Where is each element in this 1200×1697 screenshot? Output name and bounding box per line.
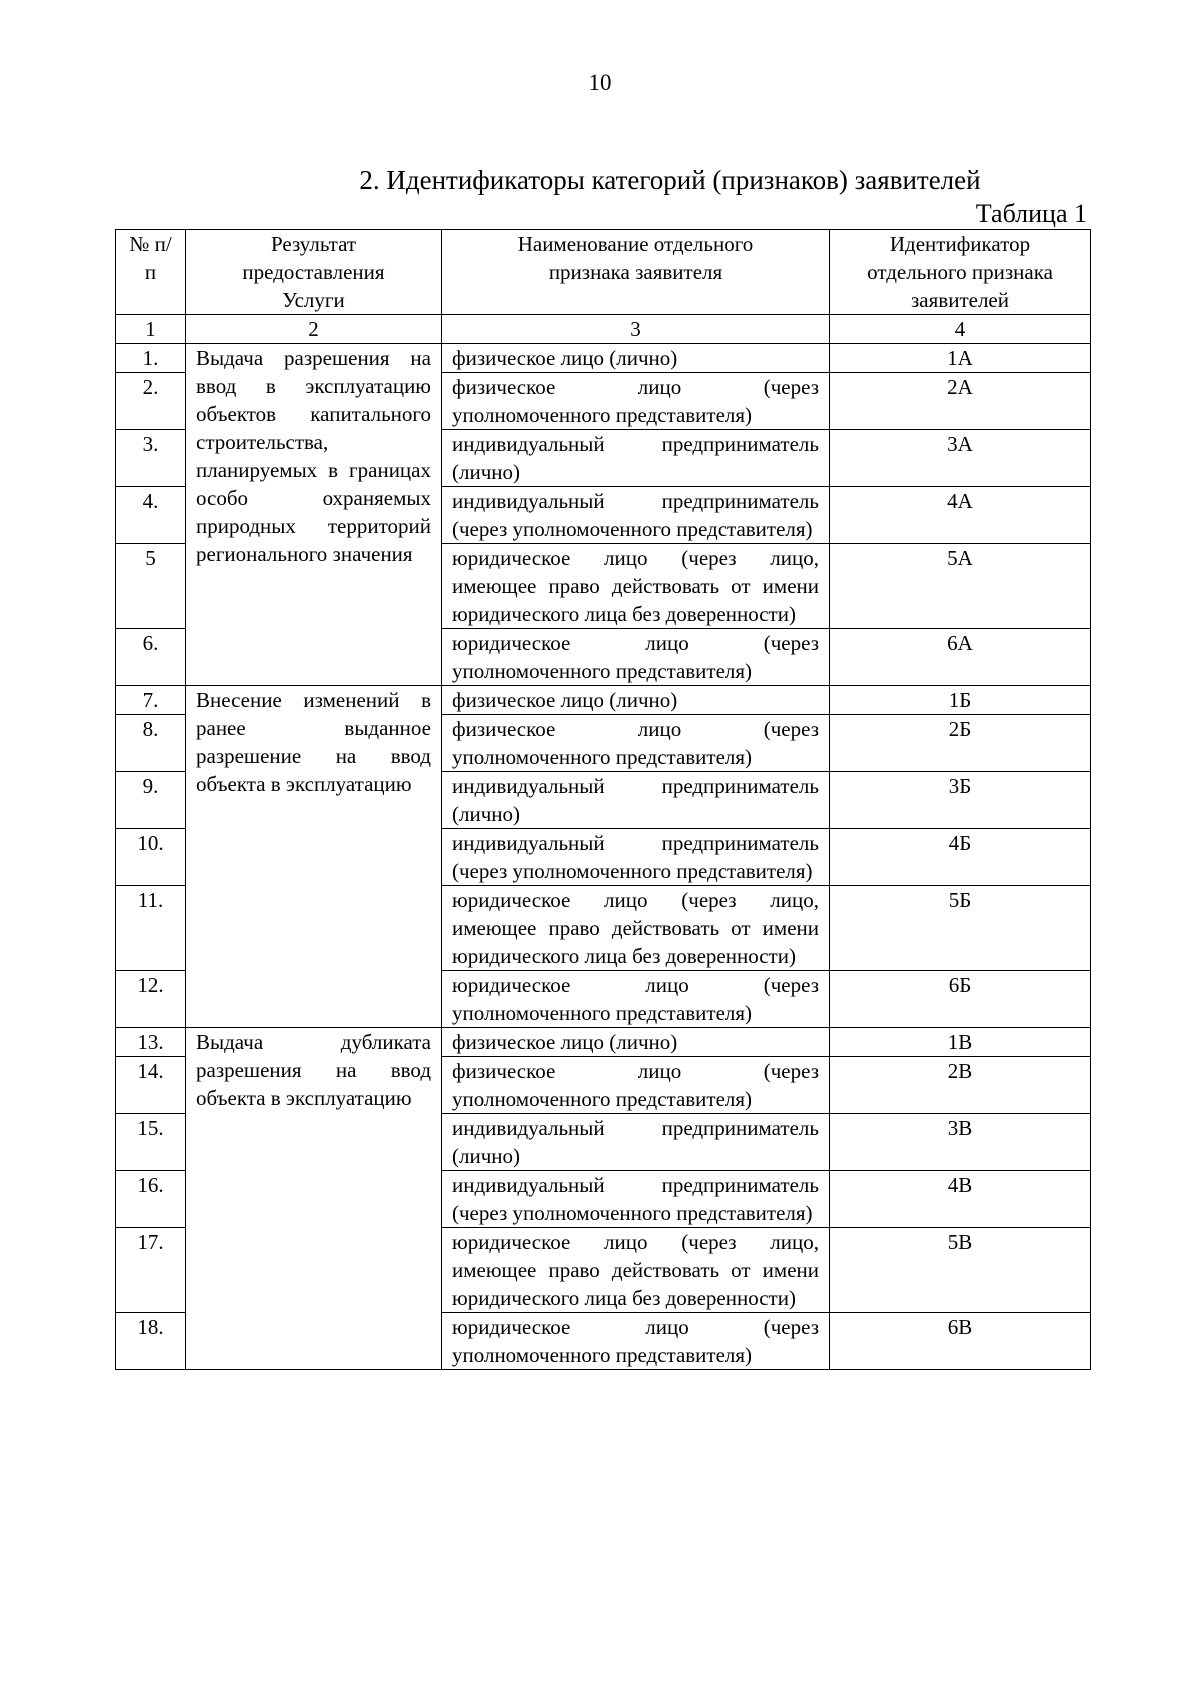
attribute-name-text: физическое лицо (лично) <box>452 1030 678 1054</box>
identifier-cell: 3А <box>830 430 1091 487</box>
row-number: 7. <box>116 686 186 715</box>
identifier-cell: 4В <box>830 1171 1091 1228</box>
table-row <box>116 344 1091 373</box>
attribute-name-cell <box>442 1313 830 1370</box>
attribute-name-cell <box>442 344 830 373</box>
attribute-name-text: юридическое лицо (через лицо, имеющее право действовать от имени юридического лица без доверенности) <box>452 546 819 626</box>
attribute-name-cell <box>442 487 830 544</box>
column-number: 1 <box>116 315 186 344</box>
row-number: 14. <box>116 1057 186 1114</box>
attribute-name-cell <box>442 629 830 686</box>
table-row <box>116 1028 1091 1057</box>
header-number: № п/п <box>116 230 186 315</box>
service-result-text: Выдача разрешения на ввод в эксплуатацию объектов капитального строительства, планируемых в границах особо охраняемых природных территорий регионального значения <box>196 346 431 566</box>
attribute-name-cell <box>442 886 830 971</box>
header-result: Результат предоставления Услуги <box>186 230 442 315</box>
row-number: 12. <box>116 971 186 1028</box>
attribute-name-text: физическое лицо (через уполномоченного представителя) <box>452 717 819 769</box>
identifier-cell: 6Б <box>830 971 1091 1028</box>
row-number: 18. <box>116 1313 186 1370</box>
attribute-name-text: индивидуальный предприниматель (лично) <box>452 774 819 826</box>
attribute-name-text: юридическое лицо (через лицо, имеющее право действовать от имени юридического лица без доверенности) <box>452 1230 819 1310</box>
row-number: 3. <box>116 430 186 487</box>
identifier-cell: 1А <box>830 344 1091 373</box>
attribute-name-cell <box>442 544 830 629</box>
attribute-name-text: физическое лицо (лично) <box>452 688 678 712</box>
table-header-row <box>116 230 1091 315</box>
attribute-name-cell <box>442 1114 830 1171</box>
column-number: 3 <box>442 315 830 344</box>
attribute-name-cell <box>442 373 830 430</box>
table-row <box>116 686 1091 715</box>
identifier-cell: 1В <box>830 1028 1091 1057</box>
attribute-name-text: индивидуальный предприниматель (через уполномоченного представителя) <box>452 1173 819 1225</box>
attribute-name-text: физическое лицо (через уполномоченного представителя) <box>452 1059 819 1111</box>
service-result-text: Внесение изменений в ранее выданное разрешение на ввод объекта в эксплуатацию <box>196 688 431 796</box>
header-attribute-name: Наименование отдельного признака заявителя <box>442 230 830 315</box>
column-number: 2 <box>186 315 442 344</box>
identifier-cell: 5В <box>830 1228 1091 1313</box>
row-number: 16. <box>116 1171 186 1228</box>
attribute-name-text: индивидуальный предприниматель (через уполномоченного представителя) <box>452 831 819 883</box>
row-number: 6. <box>116 629 186 686</box>
attribute-name-text: физическое лицо (лично) <box>452 346 678 370</box>
service-result-cell <box>186 686 442 1028</box>
attribute-name-cell <box>442 1028 830 1057</box>
row-number: 5 <box>116 544 186 629</box>
identifier-cell: 2Б <box>830 715 1091 772</box>
attribute-name-cell <box>442 430 830 487</box>
header-identifier: Идентификатор отдельного признака заявителей <box>830 230 1091 315</box>
row-number: 13. <box>116 1028 186 1057</box>
attribute-name-cell <box>442 772 830 829</box>
identifier-cell: 6А <box>830 629 1091 686</box>
identifier-cell: 5Б <box>830 886 1091 971</box>
applicant-categories-table <box>115 229 1091 1370</box>
row-number: 15. <box>116 1114 186 1171</box>
attribute-name-text: физическое лицо (через уполномоченного представителя) <box>452 375 819 427</box>
row-number: 8. <box>116 715 186 772</box>
attribute-name-cell <box>442 971 830 1028</box>
identifier-cell: 2А <box>830 373 1091 430</box>
service-result-cell <box>186 344 442 686</box>
row-number: 2. <box>116 373 186 430</box>
attribute-name-cell <box>442 1228 830 1313</box>
attribute-name-text: юридическое лицо (через уполномоченного представителя) <box>452 631 819 683</box>
identifier-cell: 4А <box>830 487 1091 544</box>
row-number: 9. <box>116 772 186 829</box>
attribute-name-cell <box>442 686 830 715</box>
identifier-cell: 2В <box>830 1057 1091 1114</box>
identifier-cell: 4Б <box>830 829 1091 886</box>
identifier-cell: 6В <box>830 1313 1091 1370</box>
table-caption: Таблица 1 <box>975 199 1087 228</box>
column-number-row <box>116 315 1091 344</box>
attribute-name-text: индивидуальный предприниматель (лично) <box>452 1116 819 1168</box>
attribute-name-text: индивидуальный предприниматель (лично) <box>452 432 819 484</box>
attribute-name-cell <box>442 1171 830 1228</box>
service-result-cell <box>186 1028 442 1370</box>
identifier-cell: 3Б <box>830 772 1091 829</box>
row-number: 17. <box>116 1228 186 1313</box>
section-title: 2. Идентификаторы категорий (признаков) заявителей <box>359 165 981 195</box>
row-number: 10. <box>116 829 186 886</box>
identifier-cell: 5А <box>830 544 1091 629</box>
row-number: 4. <box>116 487 186 544</box>
column-number: 4 <box>830 315 1091 344</box>
attribute-name-text: юридическое лицо (через уполномоченного представителя) <box>452 973 819 1025</box>
identifier-cell: 1Б <box>830 686 1091 715</box>
attribute-name-cell <box>442 829 830 886</box>
attribute-name-cell <box>442 715 830 772</box>
row-number: 1. <box>116 344 186 373</box>
attribute-name-cell <box>442 1057 830 1114</box>
attribute-name-text: индивидуальный предприниматель (через уполномоченного представителя) <box>452 489 819 541</box>
service-result-text: Выдача дубликата разрешения на ввод объекта в эксплуатацию <box>196 1030 431 1110</box>
page-number: 10 <box>588 70 612 95</box>
attribute-name-text: юридическое лицо (через уполномоченного представителя) <box>452 1315 819 1367</box>
table-body <box>116 230 1091 1370</box>
identifier-cell: 3В <box>830 1114 1091 1171</box>
attribute-name-text: юридическое лицо (через лицо, имеющее право действовать от имени юридического лица без доверенности) <box>452 888 819 968</box>
row-number: 11. <box>116 886 186 971</box>
